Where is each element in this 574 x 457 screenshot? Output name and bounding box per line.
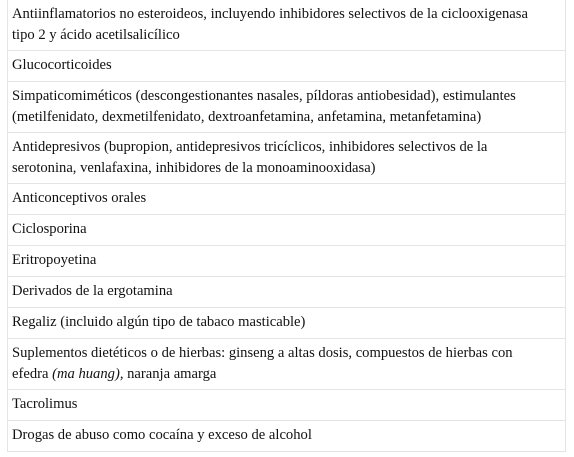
row-text: Anticonceptivos orales	[12, 190, 147, 206]
italic-term: (ma huang)	[52, 366, 120, 382]
table-row	[8, 308, 565, 339]
row-text: (metilfenidato, dexmetilfenidato, dextroanfetamina, anfetamina, metanfetamina)	[12, 109, 482, 125]
row-text: efedra (ma huang), naranja amarga	[12, 366, 217, 382]
row-text: Antiinflamatorios no esteroideos, incluyendo inhibidores selectivos de la ciclooxigenasa	[12, 6, 528, 22]
table-row	[8, 51, 565, 82]
row-text: serotonina, venlafaxina, inhibidores de la monoaminooxidasa)	[12, 160, 376, 176]
table-row	[8, 277, 565, 308]
row-text: Derivados de la ergotamina	[12, 283, 173, 299]
drug-list-table	[7, 0, 566, 452]
row-text: tipo 2 y ácido acetilsalicílico	[12, 27, 180, 43]
table-row	[8, 0, 565, 51]
row-text: Antidepresivos (bupropion, antidepresivos tricíclicos, inhibidores selectivos de la	[12, 139, 488, 155]
row-text: Glucocorticoides	[12, 57, 112, 73]
row-text: Simpaticomiméticos (descongestionantes nasales, píldoras antiobesidad), estimulantes	[12, 88, 516, 104]
table-row	[8, 133, 565, 184]
row-text: Suplementos dietéticos o de hierbas: ginseng a altas dosis, compuestos de hierbas con	[12, 345, 513, 361]
table-row	[8, 421, 565, 452]
table-row	[8, 339, 565, 390]
table-row	[8, 184, 565, 215]
table-row	[8, 246, 565, 277]
table-row	[8, 215, 565, 246]
row-text: Eritropoyetina	[12, 252, 97, 268]
row-text: Drogas de abuso como cocaína y exceso de alcohol	[12, 427, 312, 443]
row-text: Ciclosporina	[12, 221, 87, 237]
row-text: Tacrolimus	[12, 396, 78, 412]
row-text: Regaliz (incluido algún tipo de tabaco masticable)	[12, 314, 306, 330]
table-row	[8, 82, 565, 133]
table-row	[8, 390, 565, 421]
